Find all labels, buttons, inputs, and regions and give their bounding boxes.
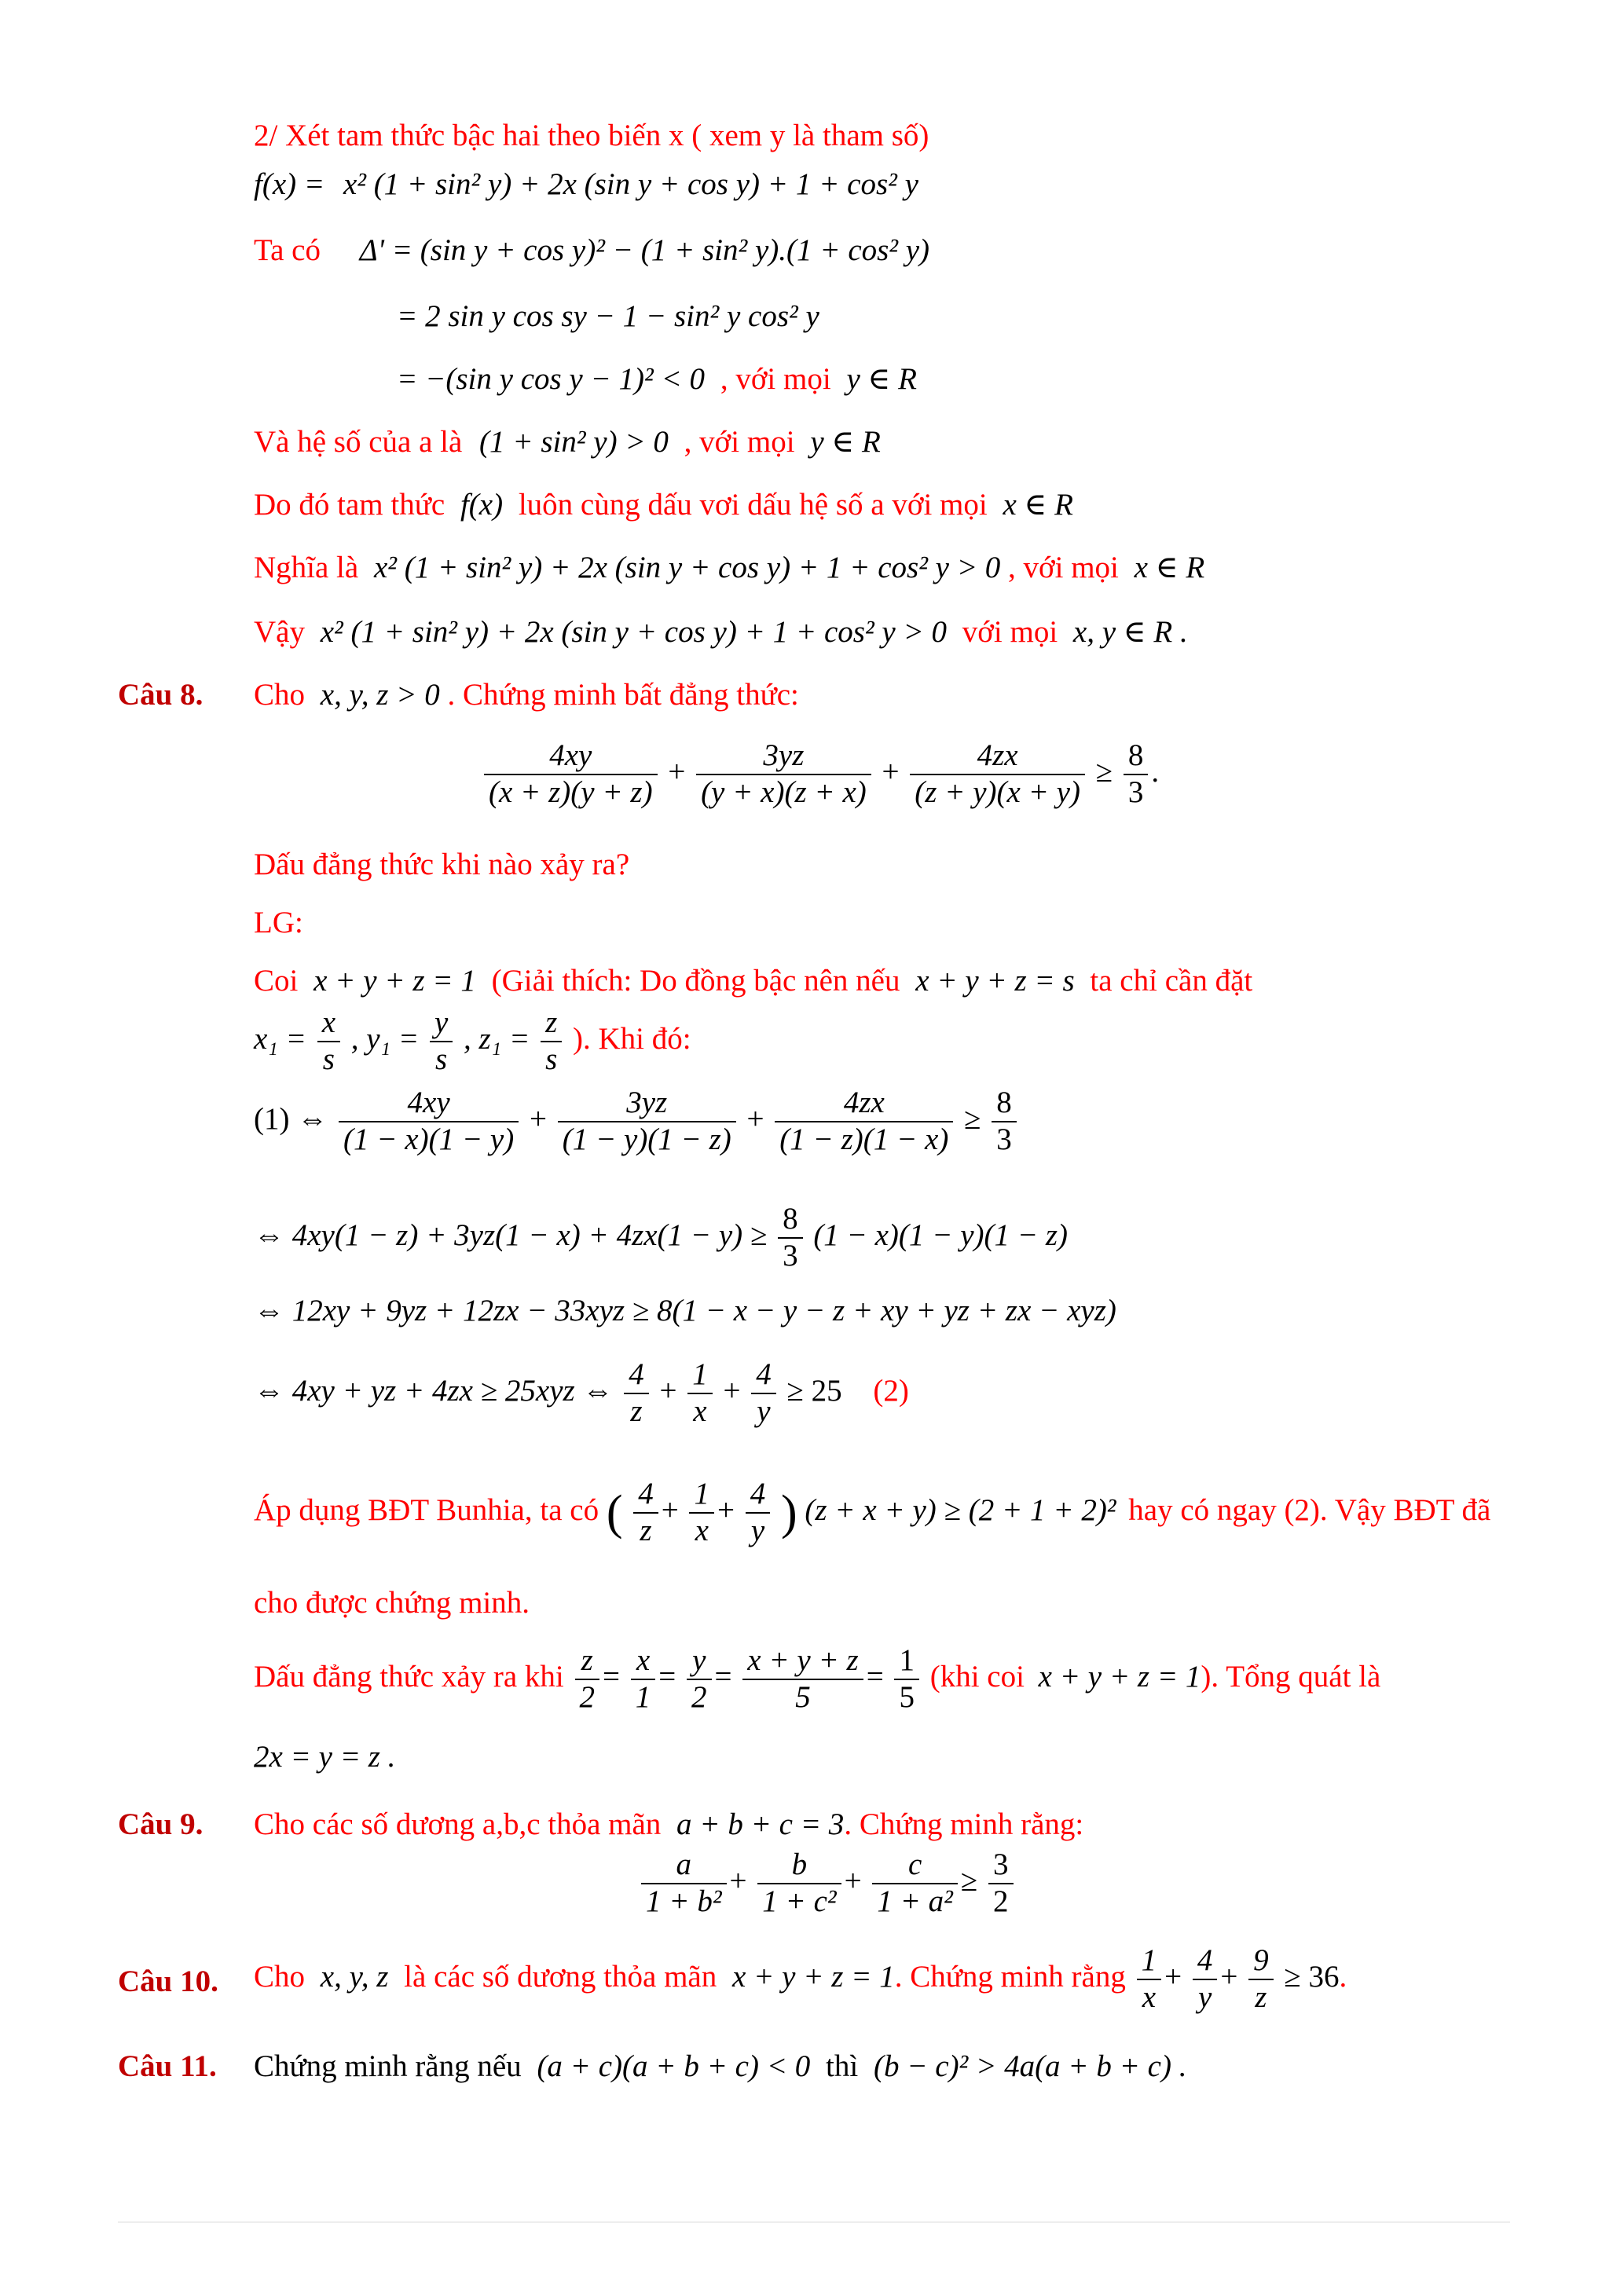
question-9-label: Câu 9. [118,1807,203,1841]
sub-frac-x: $\frac{x}{s}$ [317,1005,340,1078]
q10-end: . [1339,1959,1347,1994]
q11-text2: thì [826,2049,859,2083]
q10-text3: . Chứng minh rằng [894,1959,1126,1994]
question-9-inequality: $\frac{a}{\text{1 + b²}}$ + $\frac{b}{\text{1 + c²}}$ + $\frac{c}{\text{1 + a²}}$ ≥ $\frac{3}{2}$ [638,1847,1017,1920]
e2-lhs: ⇔ 4xy(1 − z) + 3yz(1 − x) + 4zx(1 − y) ≥ [254,1218,768,1252]
q11-text: Chứng minh rằng nếu [254,2049,522,2083]
e4-rhs: ≥ 25 [786,1373,842,1408]
question-8-ask: Dấu đẳng thức khi nào xảy ra? [254,848,630,881]
coi-expr: x + y + z = 1 [313,964,476,998]
q9-frac-rhs: $\frac{3}{2}$ [988,1847,1014,1920]
q11-expr2: (b − c)² > 4a(a + b + c) . [873,2049,1187,2083]
question-8-label: Câu 8. [118,678,203,712]
eq-frac-3: $\frac{y}{2}$ [687,1643,712,1716]
q8-frac-3: $\frac{4zx}{(z + y)(x + y)}$ [910,738,1085,811]
q8-frac-2: $\frac{3yz}{(y + x)(z + x)}$ [696,738,871,811]
equation-1: (1) ⇔ $\frac{4xy}{(1 - x)(1 - y)}$ + $\frac{3yz}{(1 - y)(1 - z)}$ + $\frac{4zx}{(1 - z)(1 - x)}$ ≥ $\frac{8}{3}$ [254,1086,1020,1158]
ap-frac-3: $\frac{4}{y}$ [746,1477,771,1549]
q10-frac-2: $\frac{4}{y}$ [1193,1943,1218,2016]
coi-text3: ta chỉ cần đặt [1090,964,1253,998]
e4-frac-2: $\frac{1}{x}$ [687,1357,713,1430]
q11-expr1: (a + c)(a + b + c) < 0 [537,2049,811,2083]
delta-expr: Δ' = (sin y + cos y)² − (1 + sin² y).(1 + cos² y) [359,233,930,267]
e1-frac-rhs: $\frac{8}{3}$ [992,1086,1017,1158]
line-final [254,614,1188,651]
q8-frac-1: $\frac{4xy}{(x + z)(y + z)}$ [484,738,658,811]
ap-text: Áp dụng BĐT Bunhia, ta có [254,1492,599,1527]
coef-expr: (1 + sin² y) > 0 [479,425,669,459]
sub-frac-z: $\frac{z}{s}$ [541,1005,562,1078]
sub-x1: x₁ = [254,1021,306,1056]
e2-rhs: (1 − x)(1 − y)(1 − z) [813,1218,1068,1252]
e2-frac: $\frac{8}{3}$ [778,1202,803,1274]
q9-frac-2: $\frac{b}{\text{1 + c²}}$ [757,1847,841,1920]
eq-text: Dấu đẳng thức xảy ra khi [254,1659,564,1694]
q10-rhs: ≥ 36 [1284,1959,1340,1994]
q9-text: Cho các số dương a,b,c thỏa mãn [254,1807,662,1841]
line-equality-general: 2x = y = z . [254,1740,396,1774]
coi-text: Coi [254,964,299,998]
equation-2 [254,1202,1068,1274]
final-expr: x² (1 + sin² y) + 2x (sin y + cos y) + 1 + cos² y > 0 [320,615,948,649]
delta-step3-expr: = −(sin y cos y − 1)² < 0 [397,362,706,396]
lg-heading: LG: [254,906,303,939]
q10-frac-1: $\frac{1}{x}$ [1137,1943,1162,2016]
final-tail: với mọi [962,615,1058,649]
fx-lhs: f(x) = [254,167,325,201]
delta-label: Ta có [254,233,321,267]
line-delta [254,233,929,269]
line-equality: Dấu đẳng thức xảy ra khi $\frac{z}{2}$ = $\frac{x}{1}$ = $\frac{y}{2}$ = $\frac{x + y + z}{5}$ = $\frac{1}{5}$ (khi coi x + y + z = 1). Tổng quát là [254,1643,1381,1714]
sign-cond: x ∈ R [1003,488,1073,522]
question-11-statement [254,2049,1186,2085]
eq-tail1: (khi coi [929,1659,1025,1694]
meaning-expr: x² (1 + sin² y) + 2x (sin y + cos y) + 1 + cos² y > 0 [373,551,1001,584]
line-coefficient [254,424,881,461]
fx-rhs: x² (1 + sin² y) + 2x (sin y + cos y) + 1 + cos² y [343,167,918,201]
coef-tail: , với mọi [684,425,795,459]
line-normalize [254,963,1252,1000]
e4-tag: (2) [873,1373,909,1408]
sign-text: Do đó tam thức [254,488,445,522]
meaning-cond: x ∈ R [1134,551,1205,584]
q10-vars: x, y, z [320,1959,389,1994]
e1-frac-2: $\frac{3yz}{(1 - y)(1 - z)}$ [558,1086,736,1158]
q9-cond: a + b + c = 3 [676,1807,845,1841]
q8-text1: Cho [254,678,306,712]
eq-frac-5: $\frac{1}{5}$ [894,1643,919,1716]
delta-step3-cond: y ∈ R [846,362,917,396]
q10-text2: là các số dương thỏa mãn [404,1959,717,1994]
sub-y1: , y₁ = [350,1021,420,1056]
line-bunhia: Áp dụng BĐT Bunhia, ta có ( $\frac{4}{z}$ + $\frac{1}{x}$ + $\frac{4}{y}$ ) (z + x + y) ≥ (2 + 1 + 2)² hay có ngay (2). Vậy BĐT đã [254,1477,1491,1547]
meaning-tail: , với mọi [1008,551,1119,584]
line-part2-intro: 2/ Xét tam thức bậc hai theo biến x ( xem y là tham số) [254,119,929,152]
question-8-statement [254,677,799,714]
line-delta-step3 [397,361,917,398]
q8-cond: x, y, z > 0 [320,678,440,712]
footer-divider [118,2221,1510,2223]
ap-tail: hay có ngay (2). Vậy BĐT đã [1128,1492,1491,1527]
question-11-label: Câu 11. [118,2049,217,2083]
eq-frac-2: $\frac{x}{1}$ [631,1643,656,1716]
q9-text2: . Chứng minh rằng: [844,1807,1084,1841]
q10-text: Cho [254,1959,306,1994]
ap-expr: (z + x + y) ≥ (2 + 1 + 2)² [805,1492,1116,1527]
e4-frac-3: $\frac{4}{y}$ [751,1357,776,1430]
eq-tail2: ). Tổng quát là [1201,1659,1381,1694]
final-text: Vậy [254,615,305,649]
line-conclusion-sign [254,487,1073,524]
sign-fx: f(x) [460,488,504,522]
q8-text2: . Chứng minh bất đẳng thức: [447,678,799,712]
q8-frac-rhs: $\frac{8}{3}$ [1124,738,1149,811]
coi-text2: (Giải thích: Do đồng bậc nên nếu [491,964,900,998]
line-meaning [254,550,1204,587]
ap-frac-2: $\frac{1}{x}$ [689,1477,714,1549]
eq-frac-1: $\frac{z}{2}$ [575,1643,600,1716]
sub-z1: , z₁ = [464,1021,530,1056]
delta-step3-tail: , với mọi [720,362,831,396]
line-delta-step2: = 2 sin y cos sy − 1 − sin² y cos² y [397,299,819,333]
line-substitution [254,1005,691,1078]
eq-frac-4: $\frac{x + y + z}{5}$ [742,1643,863,1716]
q10-cond: x + y + z = 1 [731,1959,895,1994]
e1-frac-1: $\frac{4xy}{(1 - x)(1 - y)}$ [339,1086,519,1158]
question-8-inequality: $\frac{4xy}{(x + z)(y + z)}$ + $\frac{3yz}{(y + x)(z + x)}$ + $\frac{4zx}{(z + y)(x + y)}$ ≥ $\frac{8}{3}$ . [481,738,1159,811]
equation-3: ⇔ 12xy + 9yz + 12zx − 33xyz ≥ 8(1 − x − y − z + xy + yz + zx − xyz) [254,1294,1116,1327]
coi-expr2: x + y + z = s [915,964,1075,998]
question-10-label: Câu 10. [118,1965,218,1998]
coef-text: Và hệ số của a là [254,425,463,459]
final-cond: x, y ∈ R . [1072,615,1188,649]
line-bunhia-cont: cho được chứng minh. [254,1586,530,1620]
question-9-statement [254,1807,1083,1844]
q10-frac-3: $\frac{9}{z}$ [1248,1943,1274,2016]
line-fx-definition [254,167,918,203]
e4-lhs: ⇔ 4xy + yz + 4zx ≥ 25xyz ⇔ [254,1373,614,1408]
question-10-statement: Cho x, y, z là các số dương thỏa mãn x + y + z = 1. Chứng minh rằng $\frac{1}{x}$ + $\frac{4}{y}$ + $\frac{9}{z}$ ≥ 36. [254,1943,1347,2014]
ap-frac-1: $\frac{4}{z}$ [633,1477,658,1549]
q9-frac-1: $\frac{a}{\text{1 + b²}}$ [641,1847,727,1920]
eq-cond: x + y + z = 1 [1038,1659,1201,1694]
sub-frac-y: $\frac{y}{s}$ [430,1005,453,1078]
e1-frac-3: $\frac{4zx}{(1 - z)(1 - x)}$ [775,1086,953,1158]
meaning-text: Nghĩa là [254,551,359,584]
coef-cond: y ∈ R [810,425,881,459]
q9-frac-3: $\frac{c}{\text{1 + a²}}$ [872,1847,958,1920]
e1-lhs: (1) ⇔ [254,1101,328,1136]
sub-tail: ). Khi đó: [573,1021,691,1056]
sign-text2: luôn cùng dấu vơi dấu hệ số a với mọi [518,488,988,522]
e4-frac-1: $\frac{4}{z}$ [624,1357,649,1430]
equation-4: ⇔ 4xy + yz + 4zx ≥ 25xyz ⇔ $\frac{4}{z}$ + $\frac{1}{x}$ + $\frac{4}{y}$ ≥ 25 (2) [254,1357,909,1428]
